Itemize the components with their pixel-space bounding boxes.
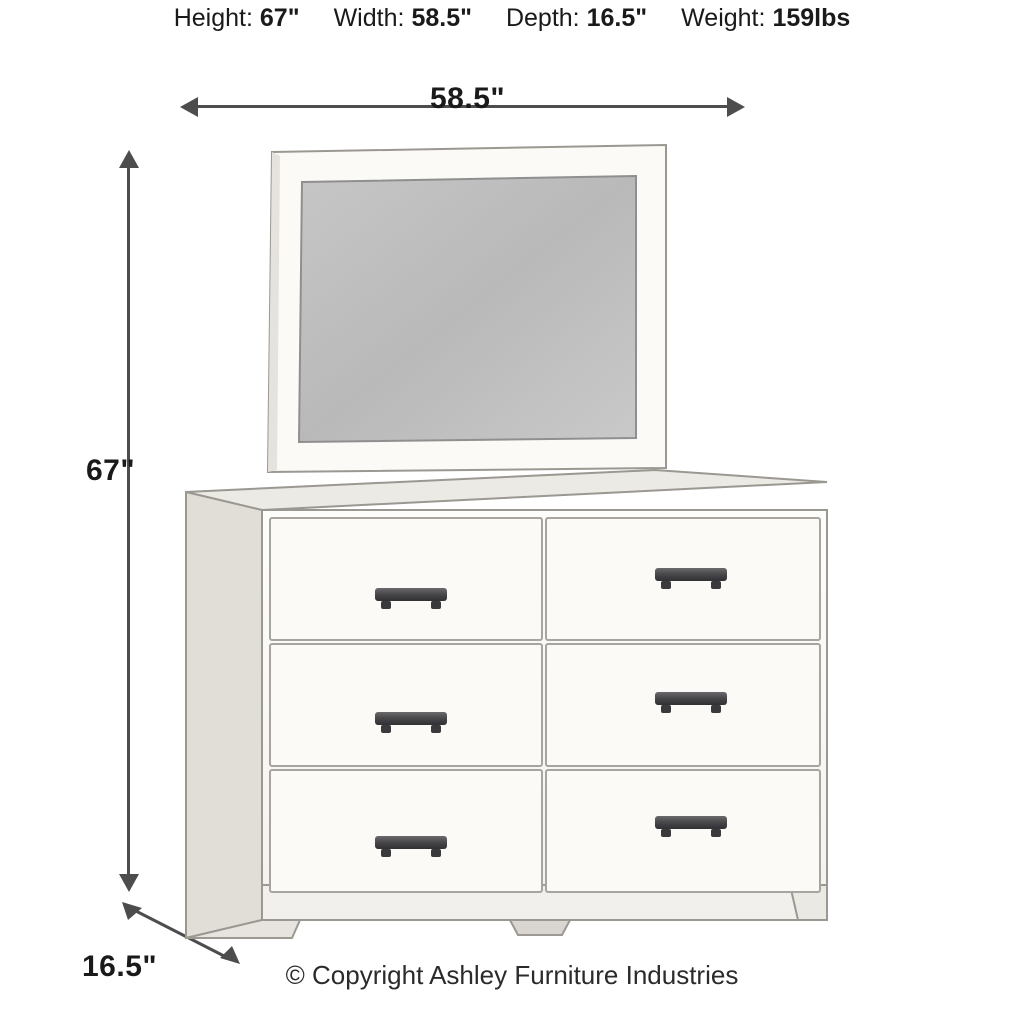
width-dimension-label: 58.5": [430, 82, 506, 115]
spec-height: [174, 4, 300, 33]
drawer-bottom-right[interactable]: [546, 770, 820, 892]
mirror-glass: [299, 176, 636, 442]
height-arrow-head-bottom: [119, 874, 139, 892]
depth-dimension-label: 16.5": [82, 950, 158, 983]
dresser-with-mirror-illustration: [150, 120, 890, 940]
spec-width: [334, 4, 472, 33]
dresser-top: [186, 470, 827, 510]
spec-weight-label: Weight:: [681, 3, 766, 32]
height-dimension-label: 67": [86, 454, 136, 487]
spec-depth-label: Depth:: [505, 3, 580, 32]
spec-width-value: 58.5": [411, 3, 472, 32]
spec-height-label: Height:: [173, 3, 253, 32]
drawer-grid: [270, 518, 820, 892]
dresser-left-side: [186, 492, 262, 938]
spec-depth-value: 16.5": [586, 3, 648, 32]
drawer-middle-right[interactable]: [546, 644, 820, 766]
drawer-bottom-left[interactable]: [270, 770, 542, 892]
mirror: [268, 145, 666, 472]
drawer-front: [270, 644, 542, 766]
spec-height-value: 67": [259, 3, 300, 32]
drawer-top-right[interactable]: [546, 518, 820, 640]
drawer-top-left[interactable]: [270, 518, 542, 640]
drawer-front: [270, 770, 542, 892]
spec-weight-value: 159lbs: [772, 3, 851, 32]
height-dimension-arrow: [117, 150, 139, 892]
spec-width-label: Width:: [333, 3, 405, 32]
copyright-text: © Copyright Ashley Furniture Industries: [285, 960, 739, 990]
spec-weight: [681, 4, 850, 33]
width-arrow-head-right: [727, 97, 745, 117]
height-arrow-shaft: [127, 160, 130, 882]
drawer-middle-left[interactable]: [270, 644, 542, 766]
drawer-front: [270, 518, 542, 640]
spec-depth: [506, 4, 647, 33]
drawer-front: [546, 770, 820, 892]
spec-bar: [0, 0, 1024, 36]
dresser-center-notch: [510, 920, 570, 935]
